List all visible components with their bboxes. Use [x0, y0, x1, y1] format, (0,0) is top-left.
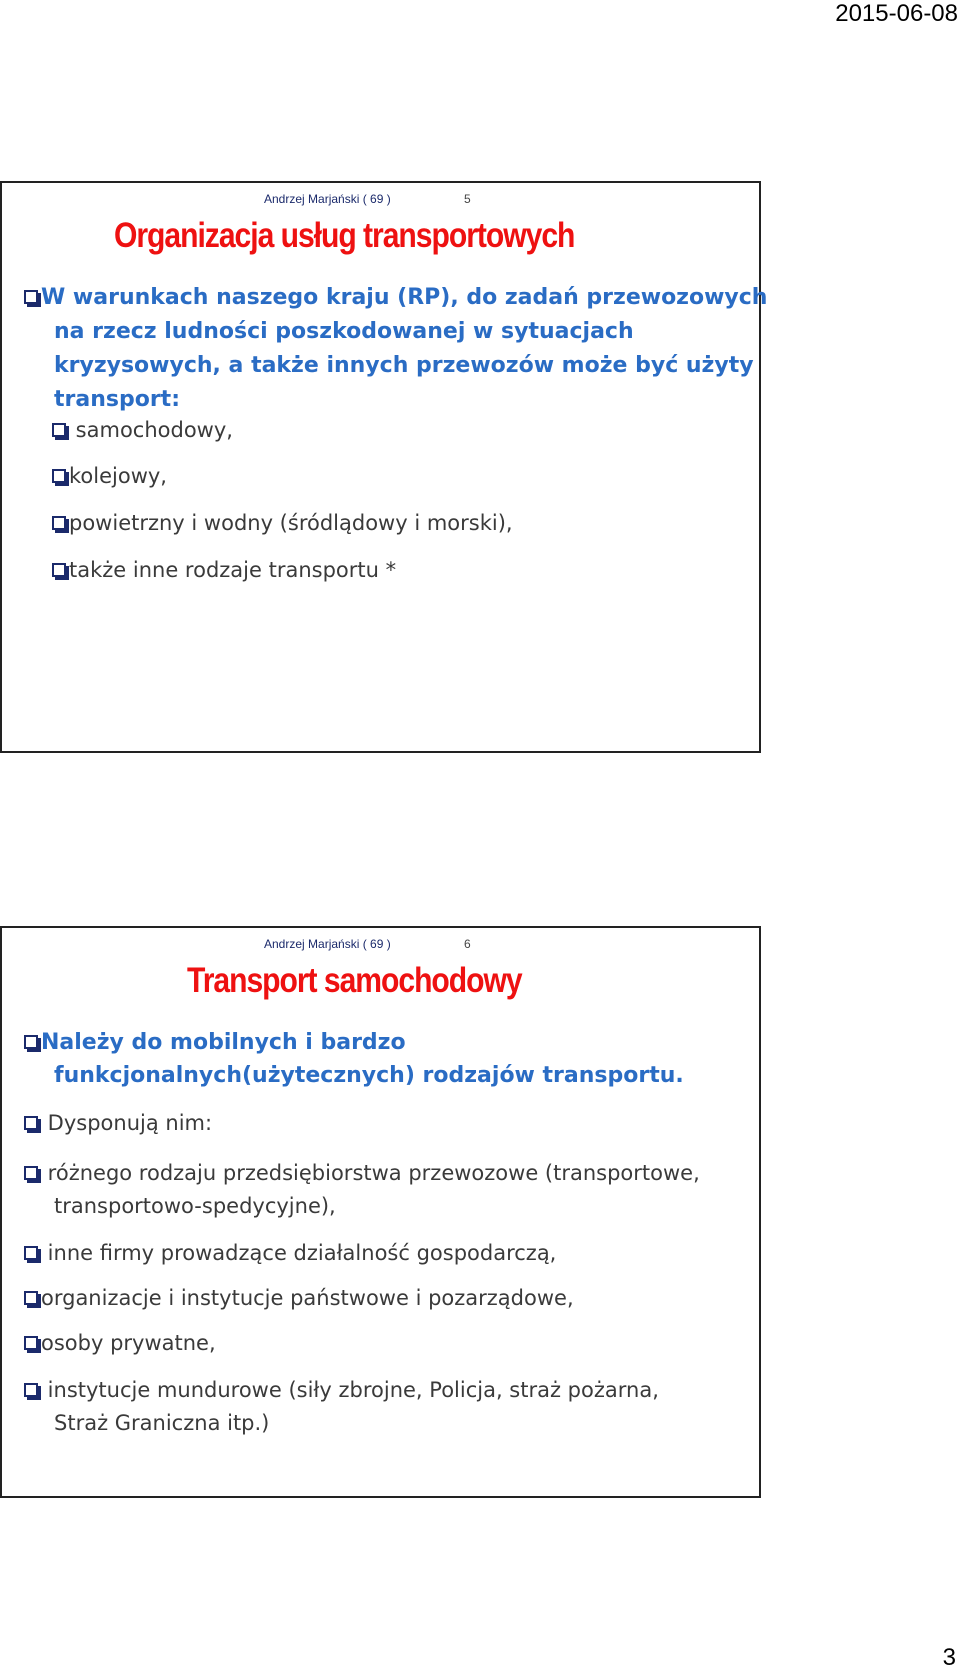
- sub-bullet-text: samochodowy,: [69, 418, 233, 442]
- sub-bullet: [52, 415, 233, 445]
- slide-author: Andrzej Marjański ( 69 ): [264, 192, 391, 206]
- main-bullet-line: funkcjonalnych(użytecznych) rodzajów transportu.: [54, 1063, 684, 1088]
- bullet-text-continued: transportowo-spedycyjne),: [54, 1194, 336, 1218]
- bullet: [24, 1157, 700, 1223]
- bullet: [24, 1374, 659, 1440]
- bullet-text: Dysponują nim:: [41, 1111, 213, 1135]
- bullet: [24, 1108, 212, 1138]
- page-date: 2015-06-08: [835, 0, 958, 27]
- main-bullet-line: transport:: [54, 387, 180, 412]
- bullet: [24, 1283, 574, 1313]
- checkbox-icon: [52, 563, 66, 577]
- main-bullet: [24, 1026, 684, 1092]
- main-bullet-line: na rzecz ludności poszkodowanej w sytuacjach: [54, 319, 634, 344]
- slide-number: 5: [464, 192, 471, 206]
- checkbox-icon: [52, 516, 66, 530]
- checkbox-icon: [24, 290, 38, 304]
- sub-bullet: [52, 555, 396, 585]
- checkbox-icon: [24, 1116, 38, 1130]
- bullet: [24, 1238, 556, 1268]
- sub-bullet-text: powietrzny i wodny (śródlądowy i morski),: [69, 511, 513, 535]
- main-bullet-line: Należy do mobilnych i bardzo: [41, 1030, 406, 1055]
- bullet: [24, 1328, 216, 1358]
- slide-5: [0, 181, 768, 753]
- checkbox-icon: [52, 469, 66, 483]
- checkbox-icon: [24, 1336, 38, 1350]
- checkbox-icon: [24, 1166, 38, 1180]
- slide-author: Andrzej Marjański ( 69 ): [264, 937, 391, 951]
- main-bullet-line: kryzysowych, a także innych przewozów może być użyty: [54, 353, 754, 378]
- main-bullet: [24, 281, 767, 417]
- bullet-text: inne firmy prowadzące działalność gospodarczą,: [41, 1241, 557, 1265]
- slide-header: [264, 191, 471, 207]
- sub-bullet-text: także inne rodzaje transportu *: [69, 558, 397, 582]
- sub-bullet: [52, 461, 167, 491]
- bullet-text-continued: Straż Graniczna itp.): [54, 1411, 270, 1435]
- checkbox-icon: [24, 1291, 38, 1305]
- bullet-text: organizacje i instytucje państwowe i pozarządowe,: [41, 1286, 574, 1310]
- bullet-text: osoby prywatne,: [41, 1331, 216, 1355]
- slide-number: 6: [464, 937, 471, 951]
- checkbox-icon: [24, 1246, 38, 1260]
- sub-bullet: [52, 508, 513, 538]
- main-bullet-line: W warunkach naszego kraju (RP), do zadań przewozowych: [41, 285, 768, 310]
- checkbox-icon: [52, 423, 66, 437]
- checkbox-icon: [24, 1035, 38, 1049]
- bullet-text: różnego rodzaju przedsiębiorstwa przewozowe (transportowe,: [41, 1161, 700, 1185]
- slide-header: [264, 936, 471, 952]
- checkbox-icon: [24, 1383, 38, 1397]
- slide-6: [0, 926, 761, 1498]
- page-number: 3: [942, 1644, 956, 1671]
- slide-title: Transport samochodowy: [187, 961, 522, 1000]
- bullet-text: instytucje mundurowe (siły zbrojne, Policja, straż pożarna,: [41, 1378, 659, 1402]
- slide-title: Organizacja usług transportowych: [114, 216, 575, 255]
- sub-bullet-text: kolejowy,: [69, 464, 167, 488]
